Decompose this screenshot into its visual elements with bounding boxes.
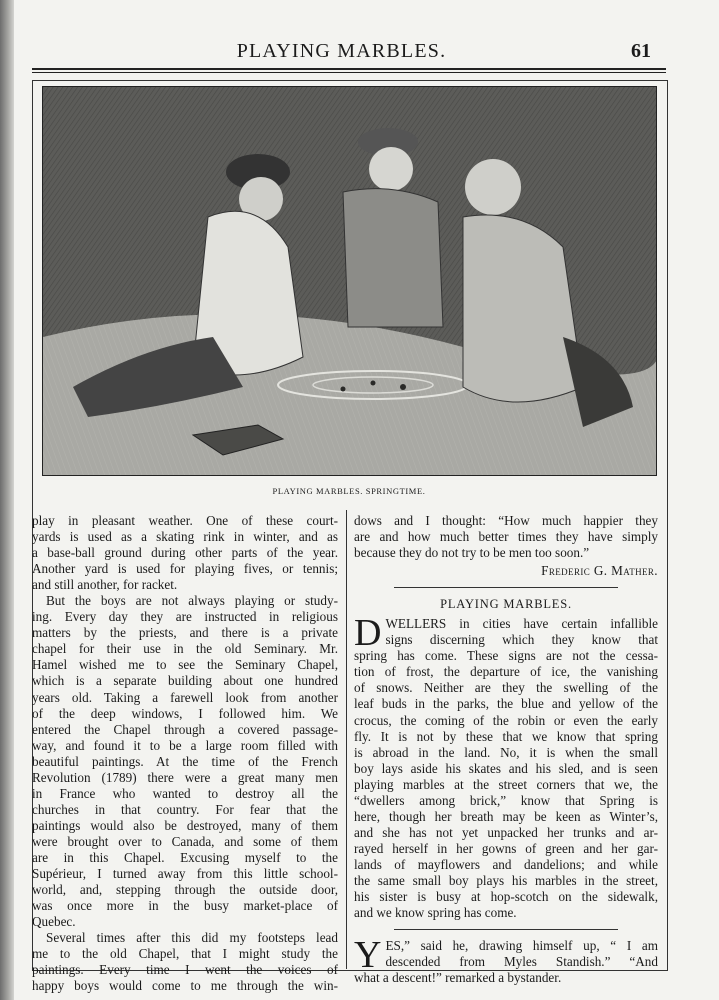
text-line: and still another, for racket. [32,577,178,593]
text-line: crocus, the coming of the robin or even the early [354,712,658,728]
text-line: dows and I thought: “How much happier they [354,513,658,528]
text-line: happy boys would come to me through the win- [32,978,338,994]
illustration-caption: PLAYING MARBLES. SPRINGTIME. [272,486,426,496]
text-line: of snows. Neither are they the swelling of the [354,680,658,696]
text-line: Another yard is used for playing fives, or tennis; [32,561,338,577]
text-line: what a descent!” remarked a bystander. [354,970,562,986]
text-line: are and how much better times they have simply [354,529,658,545]
section-rule [394,587,618,588]
text-line: descended from Myles Standish.” “And [385,954,658,970]
text-line: boy lays aside his skates and his sled, and is seen [354,760,658,776]
text-line: paintings. Every time I went the voices of [32,962,338,978]
text-line: entered the Chapel through a covered passage- [32,721,338,737]
text-line: Quebec. [32,914,76,930]
text-line: Supérieur, I turned away from this little school- [32,866,338,882]
text-line: and she has not yet unpacked her trunks and ar- [354,824,658,840]
text-line: spring has come. These signs are not the cessa- [354,648,658,664]
text-line: play in pleasant weather. One of these court- [32,513,338,528]
right-column [354,513,658,986]
text-line: because they do not try to be men too soon.” [354,545,590,561]
header-rule-thin [32,72,666,73]
text-line: of the deep windows, I followed him. We [32,705,338,721]
text-line: Several times after this did my footsteps lead [46,930,338,946]
text-line: paintings would also be destroyed, many of them [32,817,338,833]
text-line: here, though her breath may be keen as Winter’s, [354,808,658,824]
text-line: Hamel wished me to see the Seminary Chapel, [32,657,338,673]
text-line: world, and, stepping through the outside door, [32,882,338,898]
text-line: But the boys are not always playing or study- [46,593,338,609]
text-line: leaf buds in the parks, the blue and yellow of the [354,696,658,712]
text-line: WELLERS in cities have certain infallible [385,616,658,632]
text-line: were brought over to Canada, and some of them [32,833,338,849]
text-line: yards is used as a skating rink in winter, and as [32,529,338,545]
book-binding-shadow [0,0,14,1000]
text-line: churches in that country. For fear that the [32,801,338,817]
text-line: are in this Chapel. Excusing myself to the [32,849,338,865]
page-number: 61 [631,40,651,62]
text-line: matters by the priests, and there is a private [32,625,338,641]
anecdote-paragraph [354,934,658,986]
drop-cap: D [354,612,382,655]
drop-cap: Y [354,934,382,977]
text-line: and we know spring has come. [354,905,517,921]
text-line: his sister is busy at hop-scotch on the sidewalk, [354,889,658,905]
text-line: rayed herself in her gowns of green and her gar- [354,840,658,856]
book-page [14,0,719,1000]
text-line: fly. It is not by these that we know that spring [354,728,658,744]
text-line: “dwellers among brick,” know that Spring is [354,792,658,808]
running-head-title: PLAYING MARBLES. [236,40,447,62]
text-line: playing marbles at the street corners that we, the [354,776,658,792]
text-line: ing. Every day they are instructed in religious [32,609,338,625]
text-line: in France who wanted to destroy all the [32,785,338,801]
text-line: was once more in the busy market-place of [32,898,338,914]
text-line: way, and found it to be a large room filled with [32,737,338,753]
text-line: years old. Taking a farewell look from another [32,689,338,705]
author-signature: Frederic G. Mather. [541,563,658,579]
text-line: the same small boy plays his marbles in the street, [354,872,658,888]
text-line: which is a separate building about one hundred [32,673,338,689]
section-title: PLAYING MARBLES. [440,597,572,612]
text-line: signs discerning which they know that [385,632,658,648]
text-line: lands of mayflowers and dandelions; and while [354,856,658,872]
left-column [32,513,338,994]
text-line: a base-ball ground during other parts of the year. [32,545,338,561]
illustration-boys-playing-marbles [42,86,657,476]
text-line: ES,” said he, drawing himself up, “ I am [385,938,658,954]
header-rule [32,68,666,70]
text-line: beautiful paintings. At the time of the French [32,753,338,769]
text-line: chapel for their use in the old Seminary. Mr. [32,641,338,657]
article-paragraph [354,612,658,921]
section-rule [394,929,618,930]
text-line: me to the old Chapel, that I might study the [32,946,338,962]
engraving-image [43,87,656,475]
column-divider [346,510,347,969]
text-line: is abroad in the land. No, it is when the small [354,744,658,760]
text-line: Revolution (1789) there were a great many men [32,769,338,785]
text-line: tion of frost, the departure of ice, the vanishing [354,664,658,680]
